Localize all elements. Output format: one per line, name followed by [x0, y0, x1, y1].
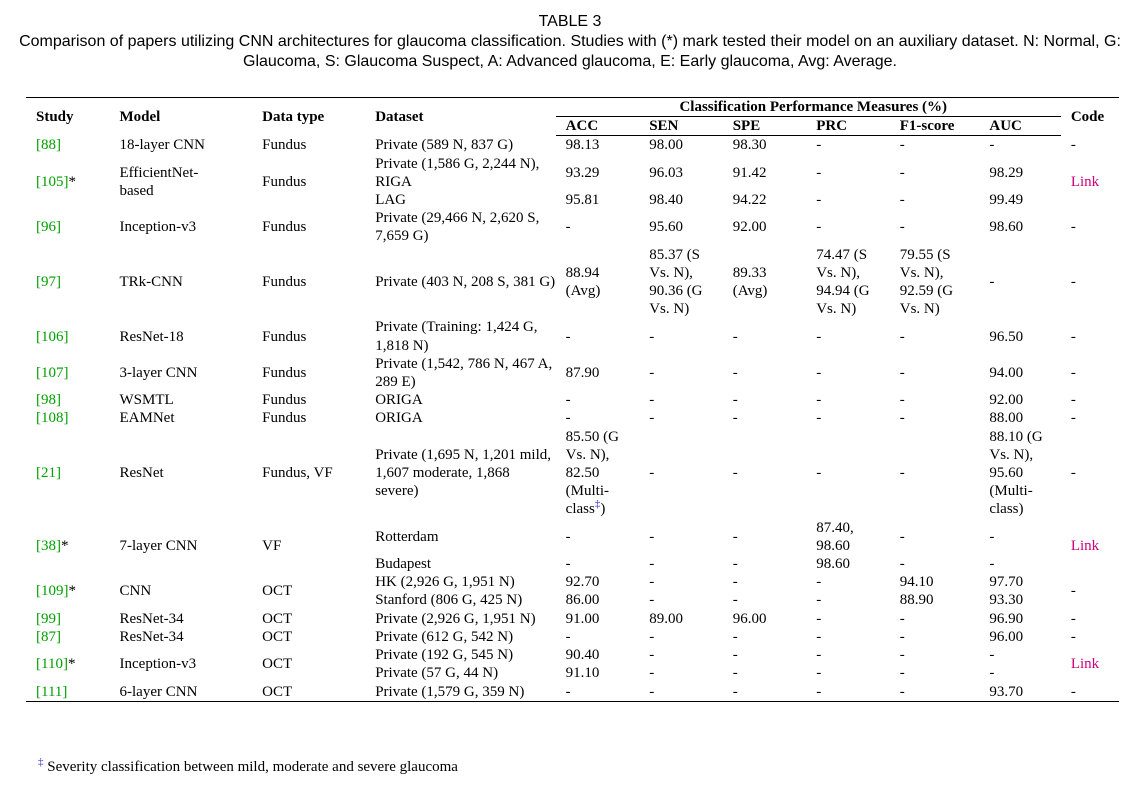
cell-code: - — [1061, 683, 1119, 702]
cell-sen: - — [649, 574, 655, 591]
citation-link[interactable]: [110] — [36, 656, 68, 673]
cell-data-type: Fundus — [262, 219, 307, 236]
header-f1: F1-score — [890, 117, 980, 136]
table-row — [26, 391, 1119, 409]
cell-spe: 91.42 — [732, 164, 767, 181]
cell-sen: - — [649, 528, 655, 545]
cell-model: Inception-v3 — [119, 219, 197, 236]
header-model: Model — [110, 98, 253, 136]
cell-f1: - — [899, 628, 905, 645]
cell-f1: - — [899, 328, 905, 345]
header-dataset: Dataset — [365, 98, 555, 136]
cell-sen: - — [649, 328, 655, 345]
cell-dataset: Rotterdam — [375, 528, 439, 545]
cell-auc: 93.30 — [989, 592, 1024, 609]
cell-code: - — [1070, 219, 1076, 236]
cell-model: WSMTL — [119, 392, 174, 409]
citation-link[interactable]: [38] — [36, 537, 61, 554]
cell-acc: 90.40 — [565, 647, 600, 664]
cell-data-type: Fundus — [262, 173, 307, 190]
cell-data-type: OCT — [262, 656, 293, 673]
cell-spe: - — [723, 683, 807, 702]
table-label: TABLE 3 — [538, 13, 602, 30]
cell-prc: - — [816, 665, 822, 682]
header-acc: ACC — [556, 117, 640, 136]
cell-code: - — [1070, 465, 1076, 482]
cell-f1: - — [899, 364, 905, 381]
code-link[interactable]: Link — [1070, 537, 1100, 554]
cell-spe: - — [732, 628, 738, 645]
caption-text: Comparison of papers utilizing CNN architectures for glaucoma classification. Studies with (*) mark tested their model on an auxiliary dataset. N: Normal, G: Glaucoma, S: Glaucoma Suspect, A: Advanced glaucoma, E: Early glaucoma, Avg: Average. — [19, 33, 1121, 70]
cell-data-type: VF — [262, 537, 282, 554]
cell-model: ResNet — [119, 465, 164, 482]
cell-prc: - — [816, 410, 822, 427]
cell-acc: - — [565, 410, 571, 427]
citation-link[interactable]: [88] — [36, 137, 61, 154]
cell-f1: - — [899, 219, 905, 236]
cell-f1: 79.55 (S Vs. N), 92.59 (G Vs. N) — [899, 246, 954, 318]
cell-spe: - — [732, 364, 738, 381]
cell-acc: 92.70 — [565, 574, 600, 591]
cell-sen: 98.40 — [649, 192, 683, 209]
cell-f1: - — [899, 392, 905, 409]
cell-auc: 92.00 — [989, 392, 1024, 409]
cell-spe: - — [732, 574, 738, 591]
cell-data-type: Fundus — [262, 392, 307, 409]
cell-dataset: Private (1,579 G, 359 N) — [365, 683, 555, 702]
cell-data-type: OCT — [252, 683, 365, 702]
cell-code: - — [1070, 610, 1076, 627]
cell-sen: 89.00 — [649, 610, 683, 627]
cell-sen: - — [649, 364, 655, 381]
cell-auc: 99.49 — [989, 192, 1024, 209]
cell-auc: 96.50 — [989, 328, 1024, 345]
cell-acc: 93.29 — [565, 164, 600, 181]
cell-data-type: Fundus — [262, 273, 307, 290]
cell-auc: - — [989, 273, 995, 290]
cell-acc: - — [565, 628, 571, 645]
cell-auc: - — [989, 647, 995, 664]
cell-dataset: Private (2,926 G, 1,951 N) — [375, 610, 536, 627]
cell-prc: - — [816, 328, 822, 345]
cell-f1: - — [899, 410, 905, 427]
cell-acc: - — [565, 556, 571, 573]
cell-model: EAMNet — [119, 410, 175, 427]
cell-dataset: Private (612 G, 542 N) — [375, 628, 514, 645]
cell-prc: 98.60 — [816, 556, 850, 573]
cell-spe: 94.22 — [732, 192, 767, 209]
cell-sen: - — [649, 665, 655, 682]
cell-f1: - — [890, 683, 980, 702]
cell-prc: - — [806, 683, 890, 702]
cell-spe: - — [732, 465, 738, 482]
table-row — [26, 355, 1119, 391]
footnote-mark: ‡ — [38, 756, 44, 768]
cell-sen: - — [649, 592, 655, 609]
cell-model: 7-layer CNN — [119, 537, 198, 554]
cell-f1: - — [899, 192, 905, 209]
table-caption — [0, 12, 1140, 72]
code-link[interactable]: Link — [1070, 656, 1100, 673]
cell-auc: - — [989, 137, 995, 154]
cell-model: 18-layer CNN — [119, 137, 205, 154]
header-data-type: Data type — [252, 98, 365, 136]
cell-auc: 96.00 — [989, 628, 1024, 645]
cell-sen: - — [639, 683, 723, 702]
cell-model: EfficientNet-based — [119, 164, 199, 199]
cell-model: CNN — [119, 583, 152, 600]
cell-auc: 98.60 — [989, 219, 1024, 236]
cell-acc: - — [556, 683, 640, 702]
cell-prc: - — [816, 574, 822, 591]
cell-model: ResNet-34 — [119, 610, 184, 627]
cell-acc: - — [565, 528, 571, 545]
cell-acc: 91.00 — [565, 610, 600, 627]
header-study: Study — [26, 98, 110, 136]
cell-dataset: Private (Training: 1,424 G, 1,818 N) — [375, 319, 538, 354]
citation-link[interactable]: [97] — [36, 273, 61, 290]
citation-link[interactable]: [96] — [36, 219, 61, 236]
cell-dataset: ORIGA — [375, 410, 423, 427]
cell-model: 6-layer CNN — [110, 683, 253, 702]
cell-prc: - — [816, 392, 822, 409]
cell-dataset: Budapest — [375, 556, 432, 573]
cell-model: 3-layer CNN — [119, 364, 198, 381]
citation-link[interactable]: [109] — [36, 583, 69, 600]
cell-dataset: Private (1,586 G, 2,244 N), RIGA — [375, 155, 540, 190]
table-row — [26, 628, 1119, 646]
cell-prc: - — [816, 592, 822, 609]
cell-code: - — [1070, 273, 1076, 290]
cell-data-type: Fundus — [262, 410, 307, 427]
cell-f1: - — [899, 164, 905, 181]
citation-link[interactable]: [108] — [36, 410, 69, 427]
cell-data-type: OCT — [262, 583, 293, 600]
citation-link[interactable]: [99] — [36, 610, 61, 627]
header-performance-group: Classification Performance Measures (%) — [556, 98, 1061, 117]
cell-data-type: Fundus, VF — [262, 465, 333, 482]
table-row — [26, 409, 1119, 427]
cell-spe: - — [732, 410, 738, 427]
cell-f1: - — [899, 137, 905, 154]
cell-auc: - — [989, 556, 995, 573]
cell-code: - — [1070, 328, 1076, 345]
cell-data-type: Fundus — [262, 364, 307, 381]
cell-auc: 93.70 — [979, 683, 1060, 702]
table-row — [26, 209, 1119, 245]
cell-model: Inception-v3 — [119, 656, 197, 673]
cell-dataset: ORIGA — [375, 392, 423, 409]
cell-f1: - — [899, 665, 905, 682]
cell-code: - — [1070, 410, 1076, 427]
cell-dataset: Private (192 G, 545 N) — [375, 647, 514, 664]
cell-f1: 88.90 — [899, 592, 934, 609]
cell-spe: 89.33 (Avg) — [732, 264, 768, 300]
cell-prc: 74.47 (S Vs. N), 94.94 (G Vs. N) — [816, 246, 870, 318]
cell-dataset: Private (57 G, 44 N) — [375, 665, 499, 682]
cell-sen: 95.60 — [649, 219, 683, 236]
cell-spe: - — [732, 328, 738, 345]
cell-sen: - — [649, 556, 655, 573]
cell-code: - — [1070, 392, 1076, 409]
cell-dataset: LAG — [375, 192, 407, 209]
cell-auc: - — [989, 665, 995, 682]
cell-acc: 85.50 (G Vs. N), 82.50 (Multi-class‡) — [565, 428, 619, 518]
cell-prc: 87.40, 98.60 — [816, 519, 854, 554]
cell-data-type: Fundus — [262, 328, 307, 345]
citation-link[interactable]: [106] — [36, 328, 69, 345]
cell-dataset: Private (1,695 N, 1,201 mild, 1,607 moderate, 1,868 severe) — [375, 446, 552, 500]
header-code: Code — [1061, 98, 1119, 136]
cell-auc: 96.90 — [989, 610, 1024, 627]
cell-auc: 94.00 — [989, 364, 1024, 381]
cell-sen: 98.00 — [649, 137, 683, 154]
table-row: [110]* Inception-v3 OCT Private (192 G, 545 N) 90.40 - - - - - Link — [26, 646, 1119, 664]
cell-dataset: Private (1,542, 786 N, 467 A, 289 E) — [375, 355, 553, 391]
cell-spe: - — [732, 665, 738, 682]
code-link[interactable]: Link — [1070, 173, 1100, 190]
cell-data-type: OCT — [262, 628, 293, 645]
table-row — [26, 246, 1119, 319]
cell-dataset: Private (403 N, 208 S, 381 G) — [375, 273, 556, 290]
cell-code: - — [1070, 364, 1076, 381]
table-row — [26, 683, 1119, 702]
header-sen: SEN — [639, 117, 723, 136]
cell-spe: 92.00 — [732, 219, 767, 236]
cell-code: - — [1070, 583, 1076, 600]
cell-auc: 88.10 (G Vs. N), 95.60 (Multi-class) — [989, 428, 1043, 518]
cell-sen: 96.03 — [649, 164, 683, 181]
cell-auc: 98.29 — [989, 164, 1024, 181]
citation-link[interactable]: [111] — [36, 683, 68, 700]
cell-model: ResNet-34 — [119, 628, 184, 645]
cell-auc: - — [989, 528, 995, 545]
cell-model: TRk-CNN — [119, 273, 183, 290]
table-row — [26, 318, 1119, 354]
cell-acc: - — [565, 219, 571, 236]
table-row: [105]* EfficientNet-based Fundus Private (1,586 G, 2,244 N), RIGA 93.29 96.03 91.42 - - 98.29 Link — [26, 155, 1119, 191]
cell-dataset: Stanford (806 G, 425 N) — [375, 592, 523, 609]
cell-prc: - — [816, 610, 822, 627]
cell-sen: - — [649, 410, 655, 427]
citation-link[interactable]: [21] — [36, 465, 61, 482]
cell-sen: - — [649, 392, 655, 409]
footnote-text: Severity classification between mild, moderate and severe glaucoma — [47, 759, 458, 775]
cell-prc: - — [816, 647, 822, 664]
header-auc: AUC — [979, 117, 1060, 136]
cell-acc: 87.90 — [565, 364, 600, 381]
cell-dataset: HK (2,926 G, 1,951 N) — [375, 574, 515, 591]
cell-auc: 97.70 — [989, 574, 1024, 591]
cell-code: - — [1070, 628, 1076, 645]
cell-spe: 96.00 — [732, 610, 767, 627]
cell-data-type: OCT — [262, 610, 293, 627]
table-row: [109]* CNN OCT HK (2,926 G, 1,951 N) 92.70 - - - 94.10 97.70 - — [26, 573, 1119, 591]
cell-prc: - — [816, 364, 822, 381]
citation-link[interactable]: [87] — [36, 628, 61, 645]
cell-acc: 91.10 — [565, 665, 600, 682]
cell-f1: - — [899, 556, 905, 573]
cell-acc: - — [565, 392, 571, 409]
cell-spe: - — [732, 528, 738, 545]
cell-f1: - — [899, 610, 905, 627]
table-row — [26, 428, 1119, 519]
cell-f1: - — [899, 647, 905, 664]
cell-acc: 95.81 — [565, 192, 600, 209]
cell-acc: - — [565, 328, 571, 345]
header-prc: PRC — [806, 117, 890, 136]
cell-acc: 86.00 — [565, 592, 600, 609]
cell-prc: - — [816, 465, 822, 482]
cell-acc: 88.94 (Avg) — [565, 264, 601, 300]
cell-prc: - — [816, 628, 822, 645]
cell-prc: - — [816, 164, 822, 181]
cell-sen: - — [649, 628, 655, 645]
cell-prc: - — [816, 219, 822, 236]
cell-code: - — [1070, 137, 1076, 154]
cell-sen: - — [649, 465, 655, 482]
cell-spe: - — [732, 392, 738, 409]
header-spe: SPE — [723, 117, 807, 136]
cell-prc: - — [816, 137, 822, 154]
table-row: [38]* 7-layer CNN VF Rotterdam - - - 87.40, 98.60 - - Link — [26, 519, 1119, 555]
cell-auc: 88.00 — [989, 410, 1024, 427]
table-footnote — [38, 756, 458, 776]
cell-acc: 98.13 — [565, 137, 600, 154]
cell-sen: - — [649, 647, 655, 664]
cell-model: ResNet-18 — [119, 328, 184, 345]
citation-link[interactable]: [105] — [36, 173, 69, 190]
cell-sen: 85.37 (S Vs. N), 90.36 (G Vs. N) — [649, 246, 703, 318]
table-row — [26, 136, 1119, 155]
cell-dataset: Private (589 N, 837 G) — [375, 137, 514, 154]
citation-link[interactable]: [107] — [36, 364, 69, 381]
cell-dataset: Private (29,466 N, 2,620 S, 7,659 G) — [375, 210, 540, 245]
cell-spe: 98.30 — [732, 137, 767, 154]
cell-prc: - — [816, 192, 822, 209]
cell-spe: - — [732, 556, 738, 573]
cell-spe: - — [732, 592, 738, 609]
cell-f1: - — [899, 528, 905, 545]
cell-data-type: Fundus — [262, 137, 307, 154]
comparison-table — [26, 97, 1119, 702]
cell-f1: - — [899, 465, 905, 482]
cell-spe: - — [732, 647, 738, 664]
cell-f1: 94.10 — [899, 574, 934, 591]
citation-link[interactable]: [98] — [36, 392, 61, 409]
table-row — [26, 610, 1119, 628]
